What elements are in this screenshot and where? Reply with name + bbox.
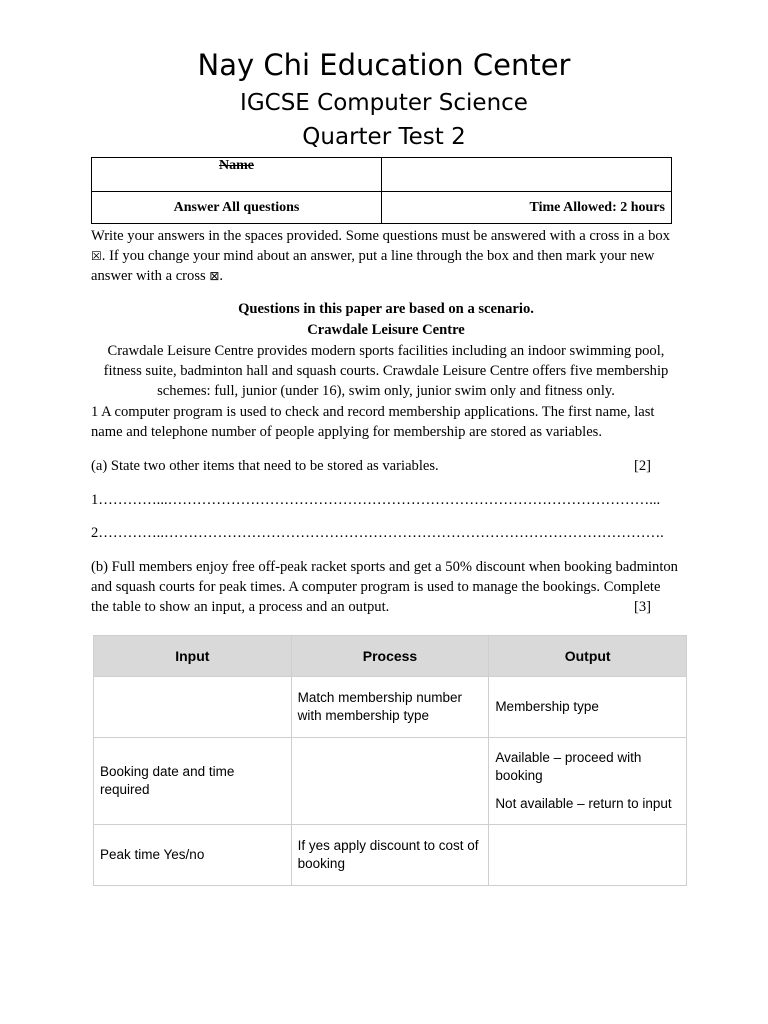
header-input: Input (94, 636, 292, 677)
header-process: Process (291, 636, 489, 677)
output-cell (489, 738, 687, 825)
time-allowed-cell: Time Allowed: 2 hours (382, 192, 672, 224)
scenario-description: Crawdale Leisure Centre provides modern sports facilities including an indoor swimming pool, fitness suite, badminton hall and squash courts. Crawdale Leisure Centre offers five membership schemes: full, junior (under 16), swim only, junior swim only and fitness only. (103, 343, 669, 399)
question-1a-text: (a) State two other items that need to be stored as variables. (91, 458, 439, 474)
question-1a (91, 456, 681, 476)
scenario-title: Crawdale Leisure Centre (307, 322, 465, 338)
center-title: Nay Chi Education Center (197, 48, 571, 82)
process-cell[interactable] (291, 738, 489, 825)
info-table (91, 157, 672, 224)
answer-line-2[interactable]: 2…………..…………………………………………………………………………………………. (91, 525, 664, 541)
output-not-available: Not available – return to input (495, 796, 672, 811)
scenario-intro: Questions in this paper are based on a scenario. (238, 301, 534, 317)
table-row (94, 677, 687, 738)
input-cell: Peak time Yes/no (94, 825, 292, 886)
test-title: Quarter Test 2 (302, 124, 466, 150)
input-cell: Booking date and time required (94, 738, 292, 825)
question-1-stem: 1 A computer program is used to check and record membership applications. The first name, last name and telephone number of people applying for membership are stored as variables. (91, 404, 655, 440)
answer-line-1[interactable]: 1…………...………………………………………………………………………………………... (91, 492, 661, 508)
output-available: Available – proceed with booking (495, 750, 642, 783)
question-1b (91, 557, 681, 617)
table-row (94, 738, 687, 825)
question-1b-marks: [3] (633, 599, 651, 615)
name-label: Name (92, 158, 382, 192)
instruction-cell: Answer All questions (92, 192, 382, 224)
header-output: Output (489, 636, 687, 677)
instructions-text-1: Write your answers in the spaces provided. Some questions must be answered with a cross in a box (91, 228, 670, 244)
output-cell: Membership type (489, 677, 687, 738)
output-cell[interactable] (489, 825, 687, 886)
process-cell: Match membership number with membership type (291, 677, 489, 738)
instructions-text-2: . If you change your mind about an answer, put a line through the box and then mark your new answer with a cross (91, 248, 655, 284)
process-cell: If yes apply discount to cost of booking (291, 825, 489, 886)
question-1b-text: (b) Full members enjoy free off-peak racket sports and get a 50% discount when booking badminton and squash courts for peak times. A computer program is used to manage the bookings. Complete the table to show an input, a process and an output. (91, 559, 678, 615)
booking-table (93, 635, 687, 886)
instructions-paragraph (91, 226, 681, 286)
question-1a-marks: [2] (633, 458, 651, 474)
subject-title: IGCSE Computer Science (240, 90, 528, 116)
name-field[interactable] (382, 158, 672, 192)
instructions-text-3: . (219, 268, 224, 284)
input-cell[interactable] (94, 677, 292, 738)
cross-box-icon: ☒ (91, 249, 102, 263)
crossed-out-box-icon: ⊠ (209, 269, 220, 283)
table-row (94, 825, 687, 886)
